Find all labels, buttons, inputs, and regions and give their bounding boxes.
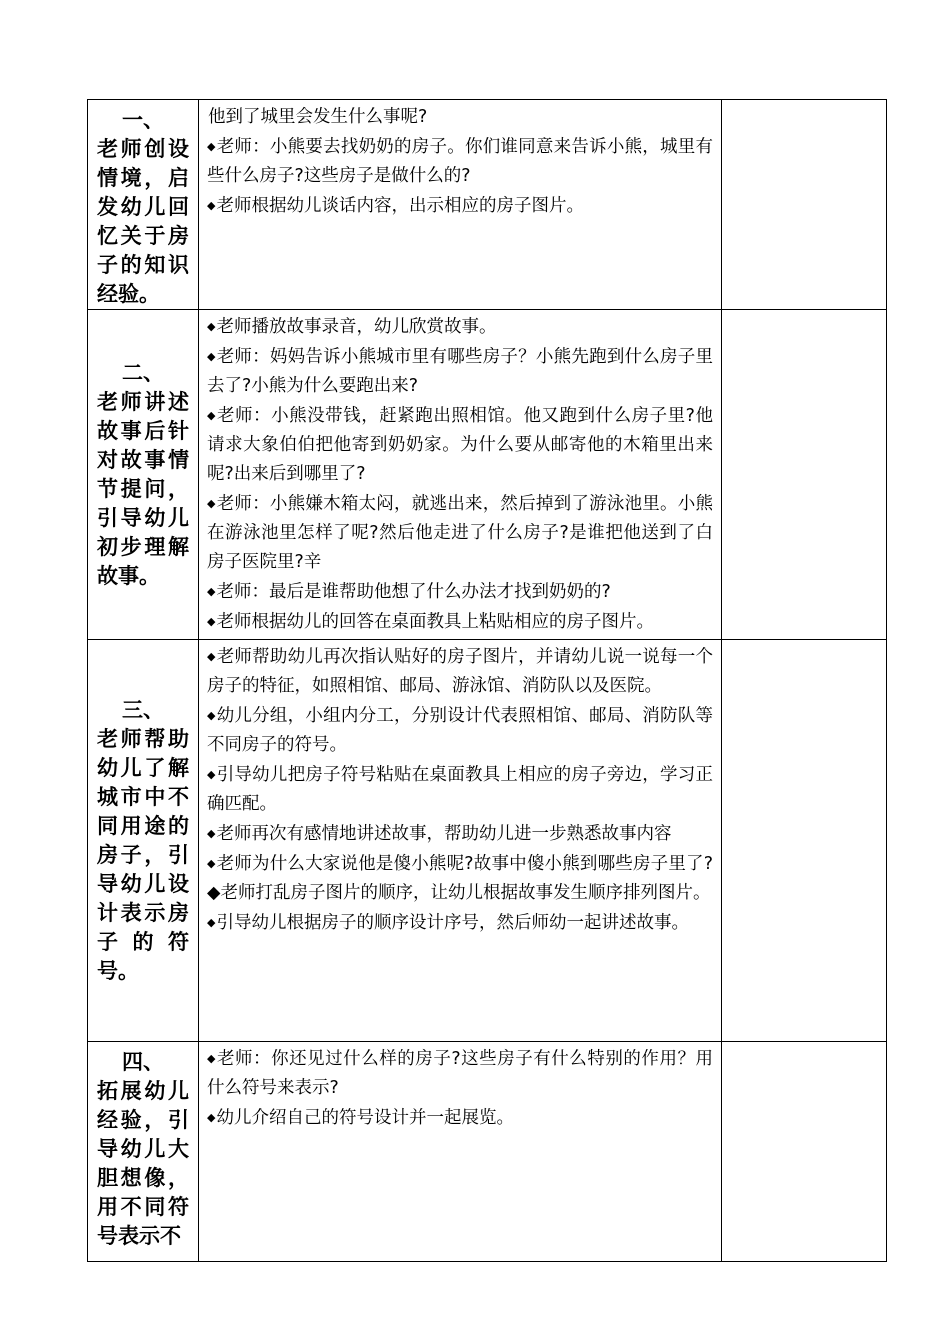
diamond-bullet-icon: ◆ — [207, 615, 216, 628]
diamond-bullet-icon: ◆ — [207, 409, 216, 422]
step-title: 老师讲述故事后针对故事情节提问，引导幼儿初步理解故事。 — [97, 389, 189, 588]
diamond-bullet-icon: ◆ — [207, 709, 216, 722]
content-line: ◆老师：小熊要去找奶奶的房子。你们谁同意来告诉小熊，城里有些什么房子?这些房子是做什么的? — [207, 137, 713, 186]
diamond-bullet-icon: ◆ — [207, 857, 216, 870]
table-row — [88, 1042, 887, 1262]
diamond-bullet-icon: ◆ — [207, 827, 216, 840]
content-line: ◆老师：小熊没带钱，赶紧跑出照相馆。他又跑到什么房子里?他请求大象伯伯把他寄到奶奶家。为什么要从邮寄他的木箱里出来呢?出来后到哪里了? — [207, 406, 713, 484]
notes-cell — [722, 310, 887, 640]
content-line: ◆老师根据幼儿谈话内容，出示相应的房子图片。 — [207, 196, 584, 216]
step-number: 二、 — [122, 360, 164, 385]
content-cell — [199, 310, 722, 640]
diamond-bullet-icon: ◆ — [207, 497, 216, 510]
table-row — [88, 310, 887, 640]
diamond-bullet-icon: ◆ — [207, 585, 216, 598]
content-line: ◆老师：小熊嫌木箱太闷，就逃出来，然后掉到了游泳池里。小熊在游泳池里怎样了呢?然后他走进了什么房子?是谁把他送到了白房子医院里?辛 — [207, 494, 713, 572]
notes-cell — [722, 1042, 887, 1262]
table-row — [88, 640, 887, 1042]
notes-cell — [722, 100, 887, 310]
step-cell — [88, 640, 199, 1042]
step-title: 拓展幼儿经验，引导幼儿大胆想像，用不同符号表示不 — [97, 1079, 189, 1248]
diamond-bullet-icon: ◆ — [207, 320, 216, 333]
content-line: ◆引导幼儿根据房子的顺序设计序号，然后师幼一起讲述故事。 — [207, 913, 689, 933]
content-line: ◆引导幼儿把房子符号粘贴在桌面教具上相应的房子旁边，学习正确匹配。 — [207, 765, 713, 814]
content-line: ◆老师：最后是谁帮助他想了什么办法才找到奶奶的? — [207, 582, 611, 602]
content-line: ◆老师为什么大家说他是傻小熊呢?故事中傻小熊到哪些房子里了? ◆老师打乱房子图片的顺序，让幼儿根据故事发生顺序排列图片。 — [207, 854, 713, 903]
step-number: 四、 — [122, 1050, 164, 1074]
content-line: 他到了城里会发生什么事呢? — [208, 107, 428, 127]
step-cell — [88, 1042, 199, 1262]
step-cell — [88, 100, 199, 310]
content-cell — [199, 1042, 722, 1262]
content-line: ◆老师：妈妈告诉小熊城市里有哪些房子？小熊先跑到什么房子里去了?小熊为什么要跑出来? — [207, 347, 713, 396]
content-line: ◆老师再次有感情地讲述故事，帮助幼儿进一步熟悉故事内容 — [207, 824, 672, 844]
step-title: 老师帮助幼儿了解城市中不同用途的房子，引导幼儿设计表示房子 的 符号。 — [97, 726, 189, 983]
notes-cell — [722, 640, 887, 1042]
diamond-bullet-icon: ◆ — [207, 916, 216, 929]
step-number: 三、 — [122, 697, 164, 722]
content-line: ◆老师：你还见过什么样的房子?这些房子有什么特别的作用？用什么符号来表示? — [207, 1049, 713, 1098]
diamond-bullet-icon: ◆ — [207, 140, 216, 153]
content-line: ◆幼儿介绍自己的符号设计并一起展览。 — [207, 1108, 514, 1128]
table-row — [88, 100, 887, 310]
diamond-bullet-icon: ◆ — [207, 650, 216, 663]
diamond-bullet-icon: ◆ — [207, 1052, 216, 1065]
step-number: 一、 — [122, 108, 164, 132]
step-cell — [88, 310, 199, 640]
diamond-bullet-icon: ◆ — [207, 350, 216, 363]
diamond-bullet-icon: ◆ — [207, 199, 216, 212]
content-line: ◆幼儿分组，小组内分工，分别设计代表照相馆、邮局、消防队等不同房子的符号。 — [207, 706, 713, 755]
table-body — [88, 100, 887, 1262]
content-cell — [199, 640, 722, 1042]
diamond-bullet-icon: ◆ — [207, 768, 216, 781]
content-line: ◆老师播放故事录音，幼儿欣赏故事。 — [207, 317, 497, 337]
diamond-bullet-icon: ◆ — [207, 1111, 216, 1124]
step-title: 老师创设情境，启发幼儿回忆关于房子的知识经验。 — [97, 137, 189, 306]
content-line: ◆老师根据幼儿的回答在桌面教具上粘贴相应的房子图片。 — [207, 612, 654, 632]
content-cell — [199, 100, 722, 310]
lesson-plan-table — [87, 99, 887, 1262]
content-line: ◆老师帮助幼儿再次指认贴好的房子图片，并请幼儿说一说每一个房子的特征，如照相馆、邮局、游泳馆、消防队以及医院。 — [207, 647, 713, 696]
